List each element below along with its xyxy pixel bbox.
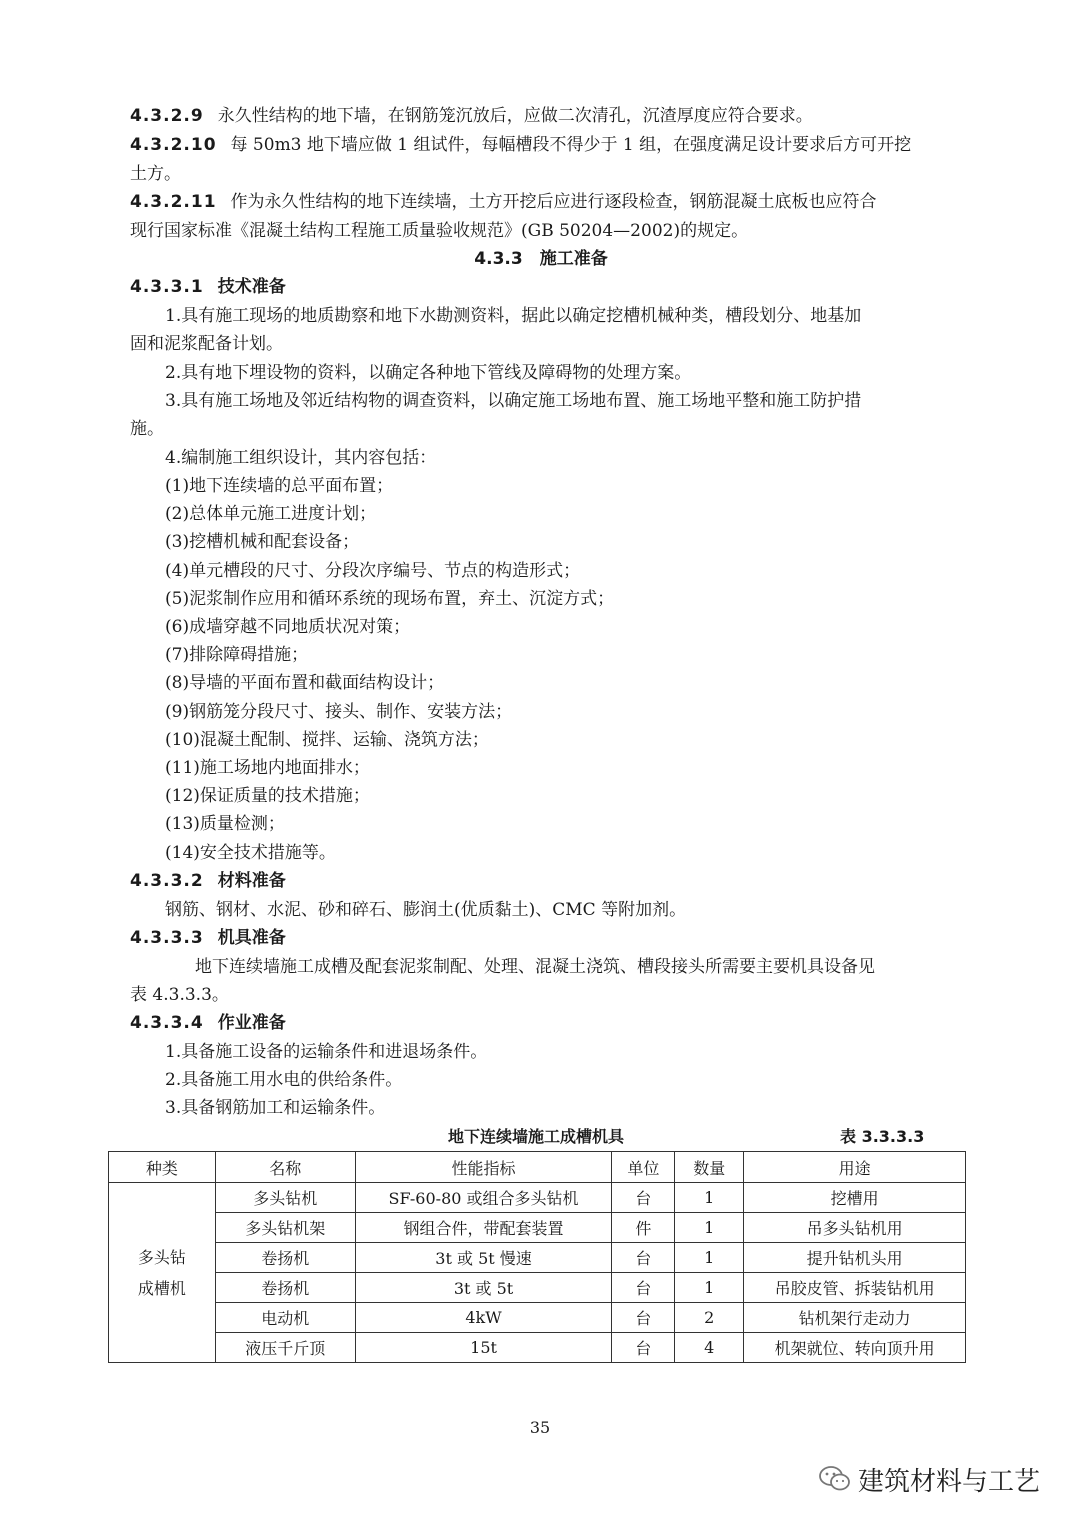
cell-spec: SF-60-80 或组合多头钻机	[355, 1183, 612, 1213]
header-qty: 数量	[675, 1152, 744, 1183]
clause-4-3-2-10: 4.3.2.10 每 50m3 地下墙应做 1 组试件，每幅槽段不得少于 1 组，在强度满足设计要求后方可开挖	[130, 135, 912, 155]
table-row	[109, 1273, 966, 1303]
cell-qty: 1	[675, 1273, 744, 1303]
work-item-3: 3.具备钢筋加工和运输条件。	[165, 1098, 386, 1118]
sub-item-4: (4)单元槽段的尺寸、分段次序编号、节点的构造形式；	[165, 561, 581, 581]
tech-item-3-cont: 施。	[130, 419, 164, 439]
cell-use: 机架就位、转向顶升用	[744, 1333, 966, 1363]
watermark-text: 建筑材料与工艺	[858, 1466, 1041, 1497]
tech-item-1-cont: 固和泥浆配备计划。	[130, 334, 283, 354]
category-cell: 多头钻 成槽机	[109, 1183, 216, 1363]
header-name: 名称	[215, 1152, 355, 1183]
sub-item-14: (14)安全技术措施等。	[165, 843, 336, 863]
sub-item-3: (3)挖槽机械和配套设备；	[165, 532, 360, 552]
section-title: 4.3.3 施工准备	[474, 249, 608, 269]
cell-use: 吊胶皮管、拆装钻机用	[744, 1273, 966, 1303]
header-category: 种类	[109, 1152, 216, 1183]
sub-item-9: (9)钢筋笼分段尺寸、接头、制作、安装方法；	[165, 702, 513, 722]
table-row	[109, 1183, 966, 1213]
cell-name: 多头钻机架	[215, 1213, 355, 1243]
cell-unit: 件	[612, 1213, 675, 1243]
tech-item-2: 2.具有地下埋设物的资料，以确定各种地下管线及障碍物的处理方案。	[165, 363, 692, 383]
cell-spec: 4kW	[355, 1303, 612, 1333]
cell-qty: 1	[675, 1183, 744, 1213]
cell-use: 钻机架行走动力	[744, 1303, 966, 1333]
sub-item-10: (10)混凝土配制、搅拌、运输、浇筑方法；	[165, 730, 489, 750]
watermark	[818, 1461, 1040, 1497]
sub-item-12: (12)保证质量的技术措施；	[165, 786, 370, 806]
cell-name: 卷扬机	[215, 1273, 355, 1303]
tech-item-3: 3.具有施工场地及邻近结构物的调查资料，以确定施工场地布置、施工场地平整和施工防护措	[165, 391, 862, 411]
equipment-table	[108, 1151, 966, 1363]
cell-qty: 1	[675, 1213, 744, 1243]
sub-item-1: (1)地下连续墙的总平面布置；	[165, 476, 394, 496]
sub-item-11: (11)施工场地内地面排水；	[165, 758, 370, 778]
material-prep-heading: 4.3.3.2 材料准备	[130, 871, 286, 891]
sub-item-8: (8)导墙的平面布置和截面结构设计；	[165, 673, 445, 693]
table-row	[109, 1333, 966, 1363]
sub-item-13: (13)质量检测；	[165, 814, 285, 834]
work-item-2: 2.具备施工用水电的供给条件。	[165, 1070, 403, 1090]
clause-4-3-2-11-cont: 现行国家标准《混凝土结构工程施工质量验收规范》(GB 50204—2002)的规定。	[130, 221, 749, 241]
header-unit: 单位	[612, 1152, 675, 1183]
cell-name: 卷扬机	[215, 1243, 355, 1273]
cell-unit: 台	[612, 1303, 675, 1333]
table-caption: 地下连续墙施工成槽机具	[448, 1127, 625, 1146]
cell-spec: 15t	[355, 1333, 612, 1363]
sub-item-2: (2)总体单元施工进度计划；	[165, 504, 377, 524]
cell-spec: 3t 或 5t 慢速	[355, 1243, 612, 1273]
tool-prep-heading: 4.3.3.3 机具准备	[130, 928, 286, 948]
cell-name: 多头钻机	[215, 1183, 355, 1213]
cell-unit: 台	[612, 1273, 675, 1303]
header-use: 用途	[744, 1152, 966, 1183]
cell-qty: 1	[675, 1243, 744, 1273]
cell-use: 挖槽用	[744, 1183, 966, 1213]
header-spec: 性能指标	[355, 1152, 612, 1183]
cell-unit: 台	[612, 1183, 675, 1213]
cell-unit: 台	[612, 1243, 675, 1273]
cell-name: 电动机	[215, 1303, 355, 1333]
table-row	[109, 1243, 966, 1273]
table-row	[109, 1303, 966, 1333]
table-row	[109, 1213, 966, 1243]
cell-use: 提升钻机头用	[744, 1243, 966, 1273]
table-header-row	[109, 1152, 966, 1183]
page-number: 35	[529, 1418, 551, 1437]
cell-unit: 台	[612, 1333, 675, 1363]
work-item-1: 1.具备施工设备的运输条件和进退场条件。	[165, 1042, 488, 1062]
cell-spec: 钢组合件，带配套装置	[355, 1213, 612, 1243]
cell-use: 吊多头钻机用	[744, 1213, 966, 1243]
material-prep-text: 钢筋、钢材、水泥、砂和碎石、膨润土(优质黏土)、CMC 等附加剂。	[165, 900, 687, 920]
sub-item-6: (6)成墙穿越不同地质状况对策；	[165, 617, 411, 637]
clause-4-3-2-10-cont: 土方。	[130, 164, 181, 184]
tool-prep-text-cont: 表 4.3.3.3。	[130, 985, 229, 1005]
tech-item-4: 4.编制施工组织设计，其内容包括：	[165, 448, 437, 468]
sub-item-7: (7)排除障碍措施；	[165, 645, 309, 665]
clause-4-3-2-9: 4.3.2.9 永久性结构的地下墙，在钢筋笼沉放后，应做二次清孔，沉渣厚度应符合要求。	[130, 106, 813, 126]
table-number: 表 3.3.3.3	[840, 1127, 925, 1146]
tool-prep-text: 地下连续墙施工成槽及配套泥浆制配、处理、混凝土浇筑、槽段接头所需要主要机具设备见	[195, 957, 875, 977]
cell-name: 液压千斤顶	[215, 1333, 355, 1363]
cell-spec: 3t 或 5t	[355, 1273, 612, 1303]
cell-qty: 2	[675, 1303, 744, 1333]
cell-qty: 4	[675, 1333, 744, 1363]
clause-4-3-2-11: 4.3.2.11 作为永久性结构的地下连续墙，土方开挖后应进行逐段检查，钢筋混凝土底板也应符合	[130, 192, 877, 212]
sub-item-5: (5)泥浆制作应用和循环系统的现场布置，弃土、沉淀方式；	[165, 589, 615, 609]
wechat-icon	[818, 1464, 852, 1494]
tech-item-1: 1.具有施工现场的地质勘察和地下水勘测资料，据此以确定挖槽机械种类，槽段划分、地基加	[165, 306, 862, 326]
work-prep-heading: 4.3.3.4 作业准备	[130, 1013, 286, 1033]
tech-prep-heading: 4.3.3.1 技术准备	[130, 277, 286, 297]
